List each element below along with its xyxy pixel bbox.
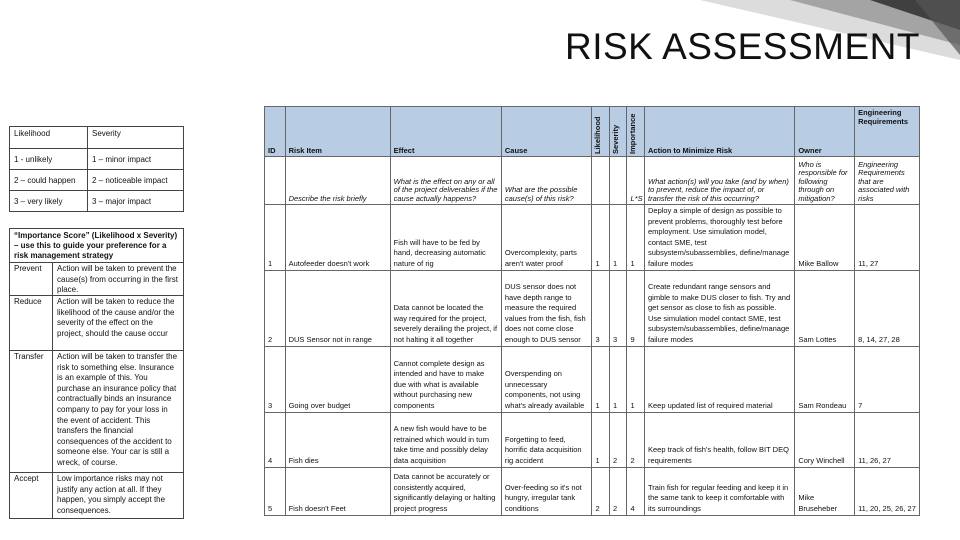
strategy-text: Low importance risks may not justify any action at all. If they happen, you simply accept the consequences. (57, 474, 166, 515)
risk-table-header-row (265, 107, 920, 157)
importance-score-box (9, 228, 184, 519)
row-engineering: 8, 14, 27, 28 (855, 271, 920, 347)
row-risk-item: Going over budget (285, 347, 390, 413)
desc-cause: What are the possible cause(s) of this risk? (501, 157, 592, 205)
row-likelihood: 1 (592, 347, 610, 413)
strategy-label: Prevent (10, 263, 53, 295)
ls-likelihood-cell: 1 - unlikely (10, 149, 88, 170)
ls-row (10, 191, 184, 212)
strategy-text: Action will be taken to transfer the risk to something else. Insurance is an example of this. You purchase an insurance policy that contractually binds an insurance company to pay for your loss in the event of accident. This transfers the financial consequences of the accident to someone else. Your car is still a wreck, of course. (57, 352, 178, 467)
desc-severity (609, 157, 627, 205)
row-importance: 1 (627, 347, 645, 413)
header-importance-text: Importance (628, 113, 638, 154)
row-cause: Over-feeding so it's not hungry, irregular tank conditions (501, 468, 592, 516)
table-row (265, 347, 920, 413)
table-row (265, 205, 920, 271)
row-severity: 3 (609, 271, 627, 347)
strategy-label: Accept (10, 473, 53, 518)
row-action: Train fish for regular feeding and keep it in the same tank to keep it comfortable with its surroundings (644, 468, 794, 516)
strategy-row-accept (10, 473, 183, 518)
header-likelihood-text: Likelihood (593, 116, 603, 154)
strategy-row-prevent (10, 263, 183, 296)
table-row (265, 271, 920, 347)
row-engineering: 7 (855, 347, 920, 413)
row-effect: Data cannot be accurately or consistently acquired, significantly delaying or halting project progress (390, 468, 501, 516)
row-effect: Data cannot be located the way required for the project, severely derailing the project, if not halting it all together (390, 271, 501, 347)
row-action: Create redundant range sensors and gimble to make DUS closer to fish. Try and get sensor as close to fish as possible. Use simulation model contact SME, test subsystem/subassemblies, define/manage failure modes (644, 271, 794, 347)
row-action: Deploy a simple of design as possible to prevent problems, thoroughly test before employment. Use simulation model, contact SME, test subsystem/subassemblies, define/manage failure modes (644, 205, 794, 271)
row-engineering: 11, 26, 27 (855, 413, 920, 468)
desc-owner: Who is responsible for following through on mitigation? (795, 157, 855, 205)
row-owner: Mike Bruseheber (795, 468, 855, 516)
row-effect: Fish will have to be fed by hand, decreasing automatic nature of rig (390, 205, 501, 271)
importance-score-heading: “Importance Score” (Likelihood x Severity) – use this to guide your preference for a risk management strategy (10, 229, 183, 263)
strategy-row-reduce (10, 296, 183, 351)
row-id: 2 (265, 271, 286, 347)
risk-table (264, 106, 920, 516)
table-row (265, 413, 920, 468)
header-effect: Effect (390, 107, 501, 157)
table-row (265, 468, 920, 516)
row-engineering: 11, 27 (855, 205, 920, 271)
row-risk-item: Fish doesn't Feet (285, 468, 390, 516)
row-owner: Sam Rondeau (795, 347, 855, 413)
row-action: Keep track of fish's health, follow BIT DEQ requirements (644, 413, 794, 468)
row-id: 4 (265, 413, 286, 468)
desc-risk-item: Describe the risk briefly (285, 157, 390, 205)
strategy-text: Action will be taken to prevent the cause(s) from occurring in the first place. (57, 264, 178, 295)
strategy-label: Transfer (10, 351, 53, 472)
header-likelihood (592, 107, 610, 157)
row-effect: Cannot complete design as intended and have to make due with what is available without purchasing new components (390, 347, 501, 413)
header-severity-text: Severity (610, 124, 620, 154)
row-importance: 2 (627, 413, 645, 468)
row-owner: Cory Winchell (795, 413, 855, 468)
header-owner: Owner (795, 107, 855, 157)
row-cause: Overspending on unnecessary components, not using what's already available (501, 347, 592, 413)
desc-effect: What is the effect on any or all of the project deliverables if the cause actually happens? (390, 157, 501, 205)
row-likelihood: 1 (592, 205, 610, 271)
strategy-label: Reduce (10, 296, 53, 350)
row-importance: 4 (627, 468, 645, 516)
desc-engineering: Engineering Requirements that are associated with risks (855, 157, 920, 205)
strategy-text: Action will be taken to reduce the likelihood of the cause and/or the severity of the effect on the project, should the cause occur (57, 297, 175, 338)
ls-row (10, 149, 184, 170)
ls-row (10, 170, 184, 191)
row-owner: Mike Ballow (795, 205, 855, 271)
ls-severity-cell: 3 – major impact (88, 191, 184, 212)
row-importance: 1 (627, 205, 645, 271)
desc-importance: L*S (627, 157, 645, 205)
row-cause: Forgetting to feed, horrific data acquisition rig accident (501, 413, 592, 468)
strategy-row-transfer (10, 351, 183, 473)
ls-likelihood-cell: 3 – very likely (10, 191, 88, 212)
row-cause: DUS sensor does not have depth range to measure the required values from the fish, fish does not come close enough to DUS sensor (501, 271, 592, 347)
header-severity (609, 107, 627, 157)
header-importance (627, 107, 645, 157)
header-cause: Cause (501, 107, 592, 157)
row-severity: 1 (609, 205, 627, 271)
slide-title: RISK ASSESSMENT (565, 26, 920, 67)
ls-header-likelihood: Likelihood (10, 127, 88, 149)
row-id: 1 (265, 205, 286, 271)
ls-header-row (10, 127, 184, 149)
likelihood-severity-table (9, 126, 184, 212)
row-importance: 9 (627, 271, 645, 347)
ls-header-severity: Severity (88, 127, 184, 149)
row-effect: A new fish would have to be retrained which would in turn take time and possibly delay data acquisition (390, 413, 501, 468)
description-row (265, 157, 920, 205)
row-severity: 2 (609, 413, 627, 468)
row-severity: 1 (609, 347, 627, 413)
row-id: 5 (265, 468, 286, 516)
header-action: Action to Minimize Risk (644, 107, 794, 157)
row-owner: Sam Lottes (795, 271, 855, 347)
row-likelihood: 3 (592, 271, 610, 347)
desc-id (265, 157, 286, 205)
row-risk-item: Autofeeder doesn't work (285, 205, 390, 271)
ls-severity-cell: 1 – minor impact (88, 149, 184, 170)
desc-likelihood (592, 157, 610, 205)
header-engineering: Engineering Requirements (855, 107, 920, 157)
row-engineering: 11, 20, 25, 26, 27 (855, 468, 920, 516)
ls-likelihood-cell: 2 – could happen (10, 170, 88, 191)
header-risk-item: Risk Item (285, 107, 390, 157)
row-id: 3 (265, 347, 286, 413)
row-risk-item: Fish dies (285, 413, 390, 468)
desc-action: What action(s) will you take (and by when) to prevent, reduce the impact of, or transfer the risk of this occurring? (644, 157, 794, 205)
row-action: Keep updated list of required material (644, 347, 794, 413)
row-likelihood: 2 (592, 468, 610, 516)
header-id: ID (265, 107, 286, 157)
row-severity: 2 (609, 468, 627, 516)
row-cause: Overcomplexity, parts aren't water proof (501, 205, 592, 271)
ls-severity-cell: 2 – noticeable impact (88, 170, 184, 191)
row-likelihood: 1 (592, 413, 610, 468)
row-risk-item: DUS Sensor not in range (285, 271, 390, 347)
